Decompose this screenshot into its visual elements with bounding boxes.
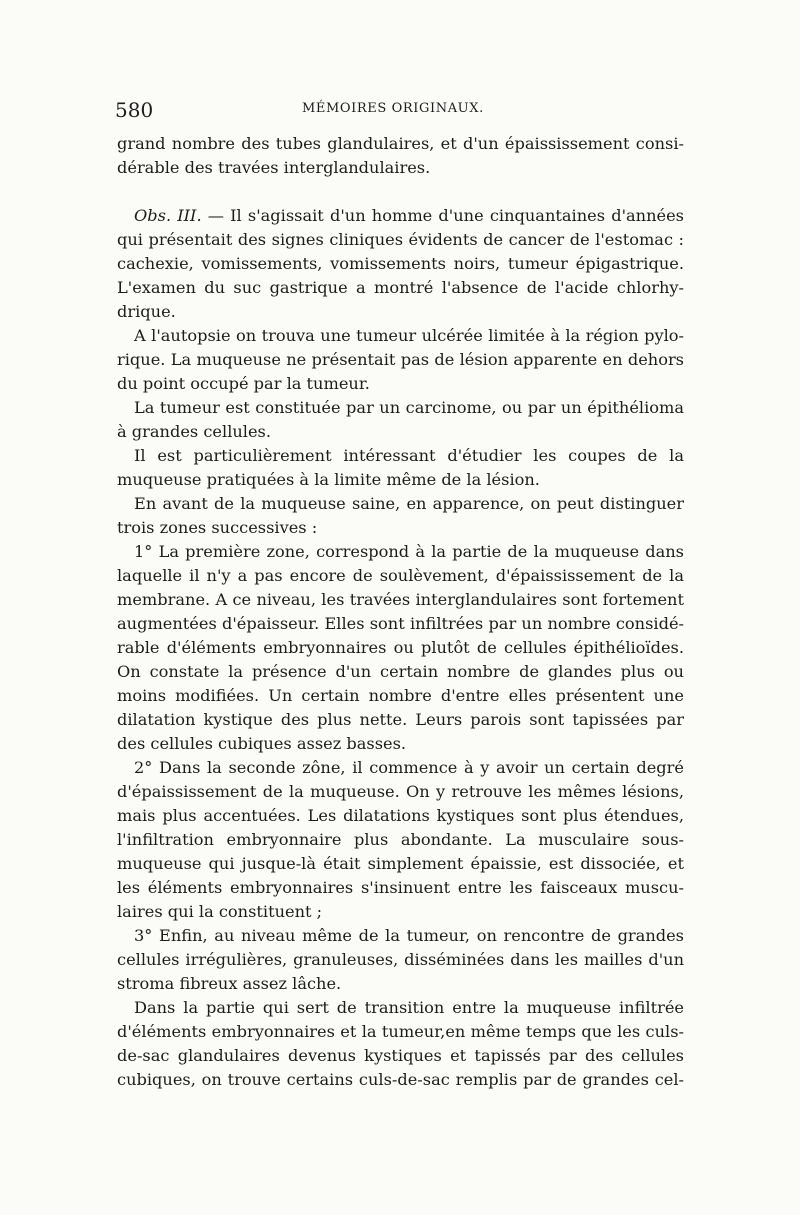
text-line: laires qui la constituent ; <box>117 902 323 921</box>
text-line: dilatation kystique des plus nette. Leurs parois sont tapissées par <box>117 710 684 729</box>
text-line: augmentées d'épaisseur. Elles sont infiltrées par un nombre considé- <box>117 614 684 633</box>
text-line: 2° Dans la seconde zône, il commence à y avoir un certain degré <box>134 758 684 777</box>
text-line: A l'autopsie on trouva une tumeur ulcérée limitée à la région pylo- <box>134 326 684 345</box>
text-line: cachexie, vomissements, vomissements noirs, tumeur épigastrique. <box>117 254 684 273</box>
text-line: On constate la présence d'un certain nombre de glandes plus ou <box>117 662 684 681</box>
text-line: muqueuse qui jusque-là était simplement épaissie, est dissociée, et <box>117 854 684 873</box>
text-line: d'éléments embryonnaires et la tumeur,en même temps que les culs- <box>117 1022 684 1041</box>
text-line: qui présentait des signes cliniques évidents de cancer de l'estomac : <box>117 230 684 249</box>
text-line: les éléments embryonnaires s'insinuent entre les faisceaux muscu- <box>117 878 684 897</box>
text-line: moins modifiées. Un certain nombre d'entre elles présentent une <box>117 686 684 705</box>
text-line: laquelle il n'y a pas encore de soulèvement, d'épaississement de la <box>117 566 684 585</box>
text-line: dérable des travées interglandulaires. <box>117 158 431 177</box>
text-line: l'infiltration embryonnaire plus abondante. La musculaire sous- <box>117 830 684 849</box>
text-line: cubiques, on trouve certains culs-de-sac remplis par de grandes cel- <box>117 1070 684 1089</box>
text-line: drique. <box>117 302 176 321</box>
text-line: cellules irrégulières, granuleuses, disséminées dans les mailles d'un <box>117 950 684 969</box>
text-line: rique. La muqueuse ne présentait pas de lésion apparente en dehors <box>117 350 684 369</box>
text-line: membrane. A ce niveau, les travées interglandulaires sont fortement <box>117 590 684 609</box>
text-line: des cellules cubiques assez basses. <box>117 734 407 753</box>
text-span: — Il s'agissait d'un homme d'une cinquantaines d'années <box>201 206 684 225</box>
text-line: à grandes cellules. <box>117 422 272 441</box>
text-line: muqueuse pratiquées à la limite même de la lésion. <box>117 470 540 489</box>
text-line: du point occupé par la tumeur. <box>117 374 370 393</box>
text-line: de-sac glandulaires devenus kystiques et tapissés par des cellules <box>117 1046 684 1065</box>
text-line: 1° La première zone, correspond à la partie de la muqueuse dans <box>134 542 684 561</box>
text-line: rable d'éléments embryonnaires ou plutôt de cellules épithélioïdes. <box>117 638 684 657</box>
text-line: Il est particulièrement intéressant d'étudier les coupes de la <box>134 446 684 465</box>
text-line: En avant de la muqueuse saine, en apparence, on peut distinguer <box>134 494 684 513</box>
text-line: stroma fibreux assez lâche. <box>117 974 342 993</box>
page-header <box>115 98 685 124</box>
text-line: La tumeur est constituée par un carcinome, ou par un épithélioma <box>134 398 684 417</box>
text-line: trois zones successives : <box>117 518 318 537</box>
text-line: d'épaississement de la muqueuse. On y retrouve les mêmes lésions, <box>117 782 684 801</box>
observation-line <box>134 204 684 228</box>
text-line: Dans la partie qui sert de transition entre la muqueuse infiltrée <box>134 998 684 1017</box>
text-line: 3° Enfin, au niveau même de la tumeur, on rencontre de grandes <box>134 926 684 945</box>
text-line: L'examen du suc gastrique a montré l'absence de l'acide chlorhy- <box>117 278 684 297</box>
running-title: MÉMOIRES ORIGINAUX. <box>302 101 484 116</box>
text-line: mais plus accentuées. Les dilatations kystiques sont plus étendues, <box>117 806 684 825</box>
page-number: 580 <box>115 98 154 122</box>
text-line: grand nombre des tubes glandulaires, et d'un épaississement consi- <box>117 134 684 153</box>
observation-label: Obs. III. <box>134 206 202 225</box>
